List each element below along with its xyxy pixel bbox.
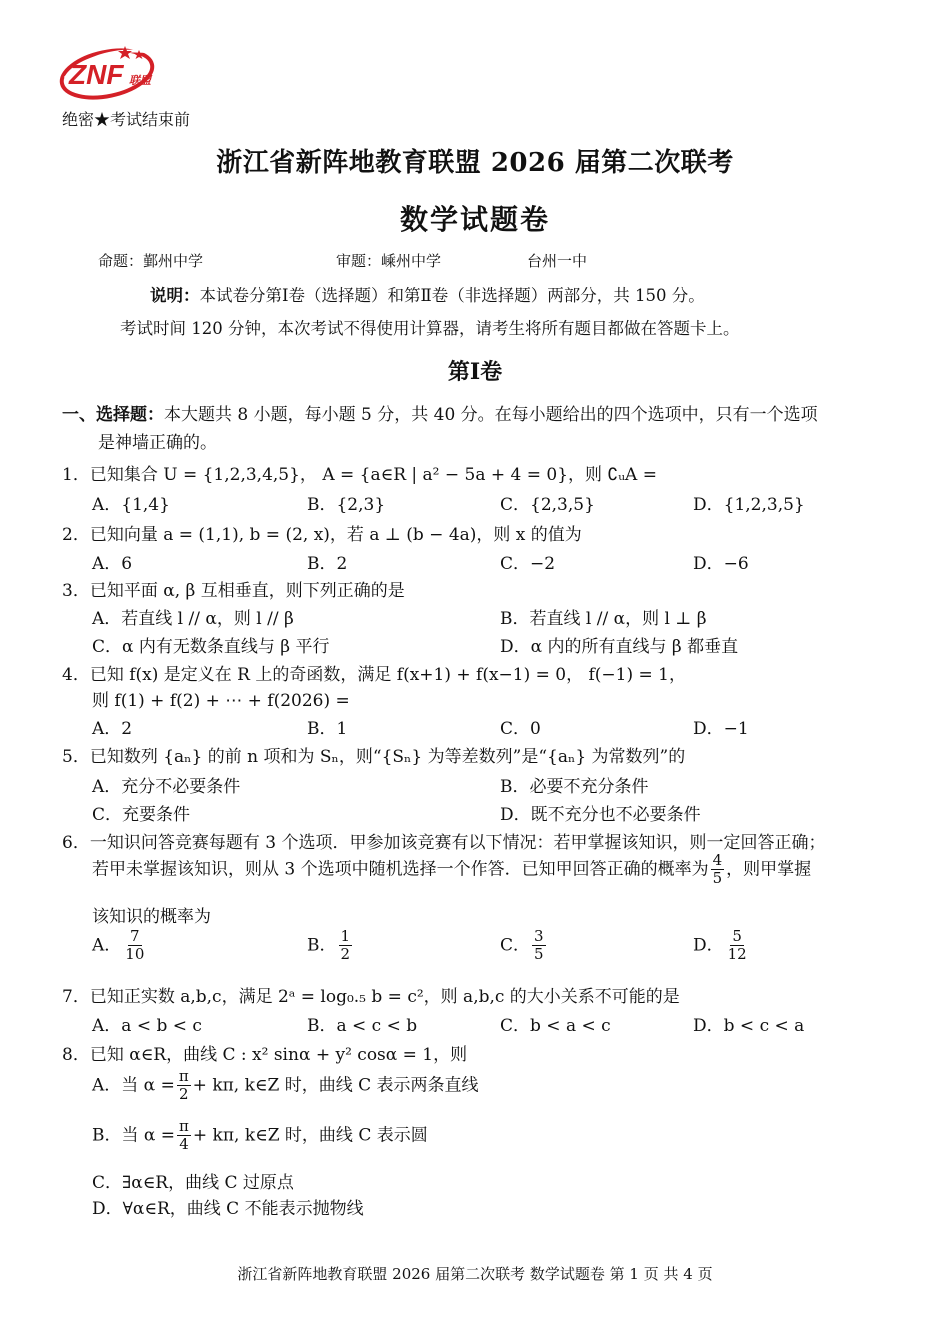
q8-option-b-frac — [177, 1118, 191, 1154]
section-label: 一、选择题： — [62, 405, 164, 425]
q6-option-c-label: C． — [500, 935, 531, 956]
q5-option-b: B．必要不充分条件 — [500, 777, 649, 797]
q6-stem2-text: 若甲未掌握该知识，则从 3 个选项中随机选择一个作答．已知甲回答正确的概率为 — [92, 859, 709, 880]
note-text-1: 本试卷分第Ⅰ卷（选择题）和第Ⅱ卷（非选择题）两部分，共 150 分。 — [199, 286, 705, 305]
q3-option-a: A．若直线 l // α，则 l // β — [92, 609, 294, 629]
q4-option-a: A．2 — [92, 719, 133, 739]
q6-fraction — [711, 852, 725, 888]
q6-c-num: 3 — [534, 927, 544, 945]
q5-option-d: D．既不充分也不必要条件 — [500, 805, 701, 825]
proposer: 命题：鄞州中学 — [98, 252, 204, 270]
q6-d-num: 5 — [732, 927, 742, 945]
q6-option-d-label: D． — [693, 935, 724, 956]
q8-option-c: C．∃α∈R，曲线 C 过原点 — [92, 1173, 294, 1193]
q6-option-a-frac — [123, 928, 146, 964]
question-5-stem: 5．已知数列 {aₙ} 的前 n 项和为 Sₙ，则“{Sₙ} 为等差数列”是“{aₙ} 为常数列”的 — [62, 747, 686, 767]
question-6-stem-3: 该知识的概率为 — [92, 907, 211, 927]
section-text-2: 是神墙正确的。 — [98, 433, 217, 453]
question-6-stem-2 — [92, 852, 811, 888]
q6-option-d — [693, 928, 751, 964]
exam-subtitle: 数学试题卷 — [399, 203, 550, 236]
q4-option-b: B．1 — [307, 719, 348, 739]
q8-option-a-frac — [177, 1068, 191, 1104]
q8-option-a-label: A．当 α = — [92, 1075, 175, 1096]
part-title: 第Ⅰ卷 — [447, 359, 503, 385]
q8-option-d: D．∀α∈R，曲线 C 不能表示抛物线 — [92, 1199, 364, 1219]
q6-option-d-frac — [726, 928, 749, 964]
svg-text:联盟: 联盟 — [129, 74, 151, 87]
q8-option-b-tail: + kπ, k∈Z 时，曲线 C 表示圆 — [192, 1125, 428, 1146]
q7-option-c: C．b < a < c — [500, 1016, 611, 1036]
q2-option-a: A．6 — [92, 554, 133, 574]
note-label: 说明： — [150, 286, 200, 305]
svg-text:ZNF: ZNF — [69, 59, 124, 90]
q6-option-a — [92, 928, 148, 964]
question-4-stem: 4．已知 f(x) 是定义在 R 上的奇函数，满足 f(x+1) + f(x−1) = 0， f(−1) = 1， — [62, 665, 686, 685]
note-line-1 — [150, 282, 705, 306]
q2-option-d: D．−6 — [693, 554, 749, 574]
q1-option-b: B．{2,3} — [307, 495, 386, 515]
q7-option-b: B．a < c < b — [307, 1016, 418, 1036]
q8-a-den: 2 — [178, 1085, 189, 1104]
logo — [55, 38, 167, 106]
q2-option-b: B．2 — [307, 554, 348, 574]
q6-c-den: 5 — [534, 945, 544, 964]
znf-logo-icon — [55, 38, 167, 106]
q6-a-num: 7 — [130, 927, 140, 945]
q1-option-d: D．{1,2,3,5} — [693, 495, 805, 515]
exam-title: 浙江省新阵地教育联盟 2026 届第二次联考 — [216, 148, 734, 178]
q6-b-num: 1 — [340, 927, 351, 945]
question-2-stem: 2．已知向量 a = (1,1), b = (2, x)，若 a ⊥ (b − 4a)，则 x 的值为 — [62, 525, 582, 545]
q6-option-c-frac — [532, 928, 546, 964]
q4-option-d: D．−1 — [693, 719, 749, 739]
q7-option-d: D．b < c < a — [693, 1016, 805, 1036]
q6-option-c — [500, 928, 548, 964]
question-1-stem: 1．已知集合 U = {1,2,3,4,5}， A = {a∈R | a² − 5a + 4 = 0}，则 ∁ᵤA = — [62, 465, 657, 485]
reviewer: 审题：嵊州中学 — [336, 252, 442, 270]
q5-option-c: C．充要条件 — [92, 805, 191, 825]
q6-option-b-label: B． — [307, 935, 337, 956]
q6-fraction-num: 4 — [712, 851, 723, 869]
question-8-stem: 8．已知 α∈R，曲线 C : x² sinα + y² cosα = 1，则 — [62, 1045, 468, 1065]
note-line-2: 考试时间 120 分钟，本次考试不得使用计算器，请考生将所有题目都做在答题卡上。 — [120, 319, 740, 338]
q3-option-b: B．若直线 l // α，则 l ⊥ β — [500, 609, 707, 629]
q6-stem2-tail: ，则甲掌握 — [726, 859, 812, 880]
question-3-stem: 3．已知平面 α, β 互相垂直，则下列正确的是 — [62, 581, 405, 601]
q1-option-c: C．{2,3,5} — [500, 495, 595, 515]
q6-fraction-den: 5 — [712, 869, 723, 888]
q8-option-a-tail: + kπ, k∈Z 时，曲线 C 表示两条直线 — [192, 1075, 479, 1096]
q3-option-c: C．α 内有无数条直线与 β 平行 — [92, 637, 330, 657]
q8-b-num: π — [179, 1117, 189, 1135]
q8-a-num: π — [178, 1067, 189, 1085]
q8-option-b — [92, 1118, 428, 1154]
question-4-stem-2: 则 f(1) + f(2) + ⋯ + f(2026) = — [92, 691, 350, 711]
q2-option-c: C．−2 — [500, 554, 556, 574]
q5-option-a: A．充分不必要条件 — [92, 777, 241, 797]
reviewer-2: 台州一中 — [527, 252, 588, 270]
q7-option-a: A．a < b < c — [92, 1016, 202, 1036]
q6-option-b-frac — [339, 928, 353, 964]
q6-d-den: 12 — [727, 945, 747, 964]
q3-option-d: D．α 内的所有直线与 β 都垂直 — [500, 637, 739, 657]
confidential-label: 绝密★考试结束前 — [62, 110, 191, 129]
q8-option-a — [92, 1068, 479, 1104]
q6-b-den: 2 — [340, 945, 351, 964]
section-text-1: 本大题共 8 小题，每小题 5 分，共 40 分。在每小题给出的四个选项中，只有一个选项 — [164, 405, 818, 425]
section-intro — [62, 400, 818, 425]
q1-option-a: A．{1,4} — [92, 495, 170, 515]
q8-b-den: 4 — [179, 1135, 189, 1154]
q8-option-b-label: B．当 α = — [92, 1125, 176, 1146]
q4-option-c: C．0 — [500, 719, 541, 739]
question-7-stem: 7．已知正实数 a,b,c，满足 2ᵃ = log₀.₅ b = c²，则 a,b,c 的大小关系不可能的是 — [62, 987, 680, 1007]
q6-option-a-label: A． — [92, 935, 122, 956]
q6-option-b — [307, 928, 354, 964]
q6-a-den: 10 — [125, 945, 145, 964]
question-6-stem: 6．一知识问答竞赛每题有 3 个选项．甲参加该竞赛有以下情况：若甲掌握该知识，则一定回答正确； — [62, 833, 826, 853]
page-footer: 浙江省新阵地教育联盟 2026 届第二次联考 数学试题卷 第 1 页 共 4 页 — [237, 1265, 713, 1283]
